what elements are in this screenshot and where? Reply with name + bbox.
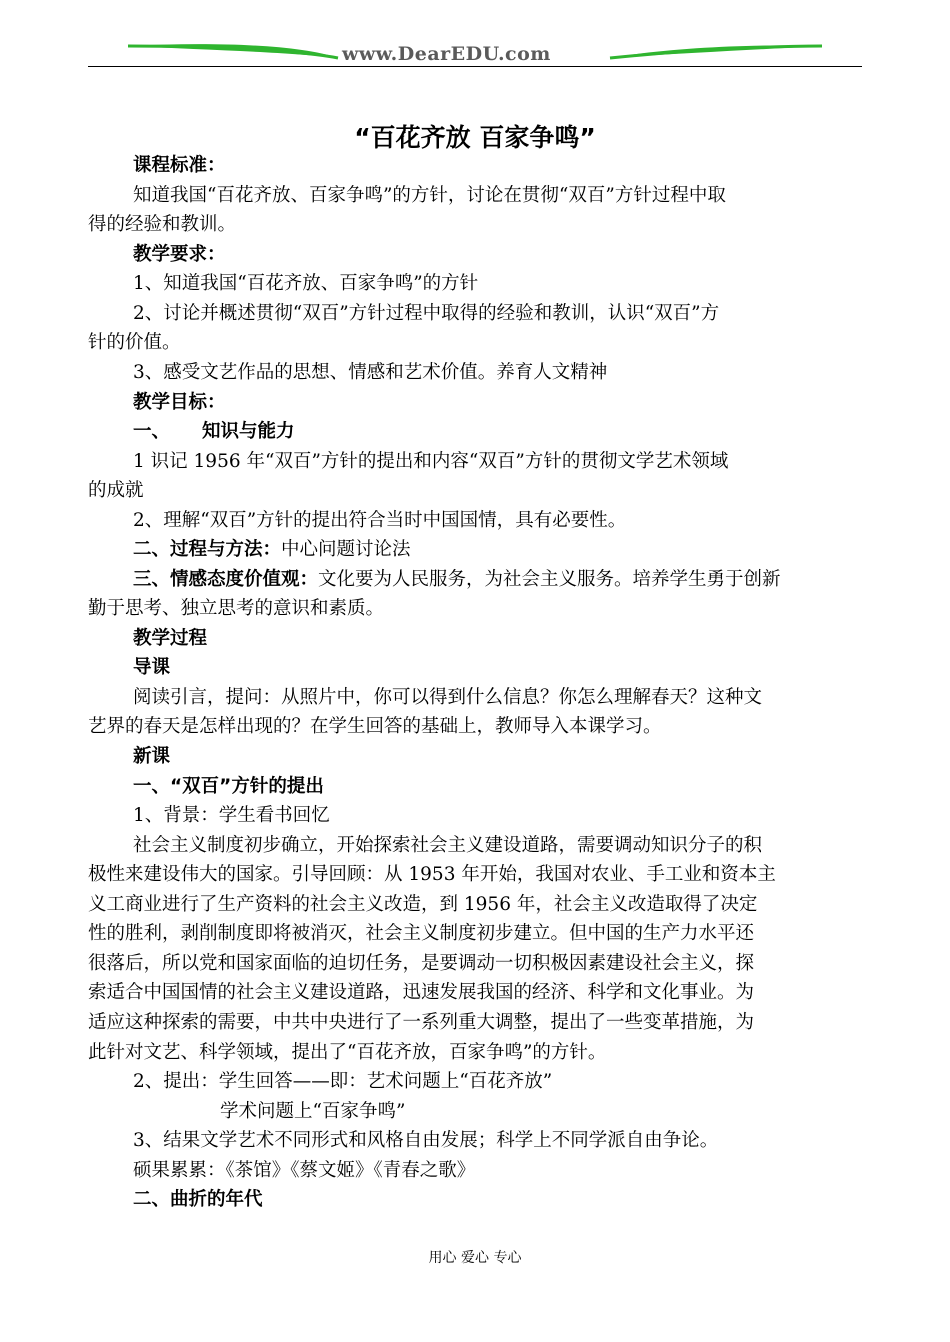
- objective-method-label: 二、过程与方法：: [133, 539, 282, 560]
- paragraph-line: 适应这种探索的需要，中共中央进行了一系列重大调整，提出了一些变革措施，为: [88, 1012, 755, 1033]
- subsection-heading-proposal: 一、“双百”方针的提出: [133, 776, 324, 797]
- paragraph-line: 1 识记 1956 年“双百”方针的提出和内容“双百”方针的贯彻文学艺术领域: [133, 451, 729, 472]
- site-logo-text: www.DearEDU.com: [342, 43, 551, 65]
- paragraph-line: 义工商业进行了生产资料的社会主义改造，到 1956 年，社会主义改造取得了决定: [88, 894, 758, 915]
- section-heading-requirements: 教学要求：: [133, 244, 226, 265]
- paragraph-line: 2、讨论并概述贯彻“双百”方针过程中取得的经验和教训，认识“双百”方: [133, 303, 720, 324]
- paragraph-line: 勤于思考、独立思考的意识和素质。: [88, 598, 385, 619]
- paragraph-line: 硕果累累：《茶馆》《蔡文姬》《青春之歌》: [133, 1160, 476, 1181]
- section-heading-objectives: 教学目标：: [133, 392, 226, 413]
- paragraph-line: 极性来建设伟大的国家。引导回顾：从 1953 年开始，我国对农业、手工业和资本主: [88, 864, 776, 885]
- paragraph-line: 社会主义制度初步确立，开始探索社会主义建设道路，需要调动知识分子的积: [133, 835, 763, 856]
- paragraph-line: 很落后，所以党和国家面临的迫切任务，是要调动一切积极因素建设社会主义，探: [88, 953, 755, 974]
- header-rule: [88, 66, 862, 67]
- objective-heading-number: 一、: [133, 421, 171, 442]
- paragraph-line: 3、结果文学艺术不同形式和风格自由发展；科学上不同学派自由争论。: [133, 1130, 719, 1151]
- section-heading-intro: 导课: [133, 657, 171, 678]
- paragraph-line: 学术问题上“百家争鸣”: [220, 1101, 406, 1122]
- paragraph-line: 性的胜利，剥削制度即将被消灭，社会主义制度初步建立。但中国的生产力水平还: [88, 923, 755, 944]
- paragraph-line: 针的价值。: [88, 332, 181, 353]
- objective-method-value: 中心问题讨论法: [281, 539, 411, 560]
- paragraph-line: 此针对文艺、科学领域，提出了“百花齐放，百家争鸣”的方针。: [88, 1042, 607, 1063]
- paragraph-line: 1、知道我国“百花齐放、百家争鸣”的方针: [133, 273, 479, 294]
- paragraph-line: 阅读引言，提问：从照片中，你可以得到什么信息？你怎么理解春天？这种文: [133, 687, 763, 708]
- page-footer: 用心 爱心 专心: [428, 1250, 522, 1266]
- objective-heading-knowledge: 知识与能力: [202, 421, 295, 442]
- paragraph-line: 得的经验和教训。: [88, 214, 237, 235]
- objective-attitude-line: [133, 565, 781, 595]
- subsection-heading-twists: 二、曲折的年代: [133, 1189, 263, 1210]
- section-heading-process: 教学过程: [133, 628, 208, 649]
- paragraph-line: 2、理解“双百”方针的提出符合当时中国国情，具有必要性。: [133, 510, 627, 531]
- objective-attitude-value: 文化要为人民服务，为社会主义服务。培养学生勇于创新: [318, 569, 781, 590]
- objective-method-line: [133, 535, 411, 565]
- paragraph-line: 2、提出：学生回答——即：艺术问题上“百花齐放”: [133, 1071, 553, 1092]
- paragraph-line: 索适合中国国情的社会主义建设道路，迅速发展我国的经济、科学和文化事业。为: [88, 982, 755, 1003]
- paragraph-line: 知道我国“百花齐放、百家争鸣”的方针，讨论在贯彻“双百”方针过程中取: [133, 185, 726, 206]
- paragraph-line: 3、感受文艺作品的思想、情感和艺术价值。养育人文精神: [133, 362, 608, 383]
- objective-attitude-label: 三、情感态度价值观：: [133, 569, 319, 590]
- section-heading-new-lesson: 新课: [133, 746, 171, 767]
- paragraph-line: 1、背景：学生看书回忆: [133, 805, 330, 826]
- page-title: “百花齐放 百家争鸣”: [354, 123, 596, 152]
- paragraph-line: 艺界的春天是怎样出现的？在学生回答的基础上，教师导入本课学习。: [88, 716, 662, 737]
- paragraph-line: 的成就: [88, 480, 144, 501]
- section-heading-standard: 课程标准：: [133, 155, 226, 176]
